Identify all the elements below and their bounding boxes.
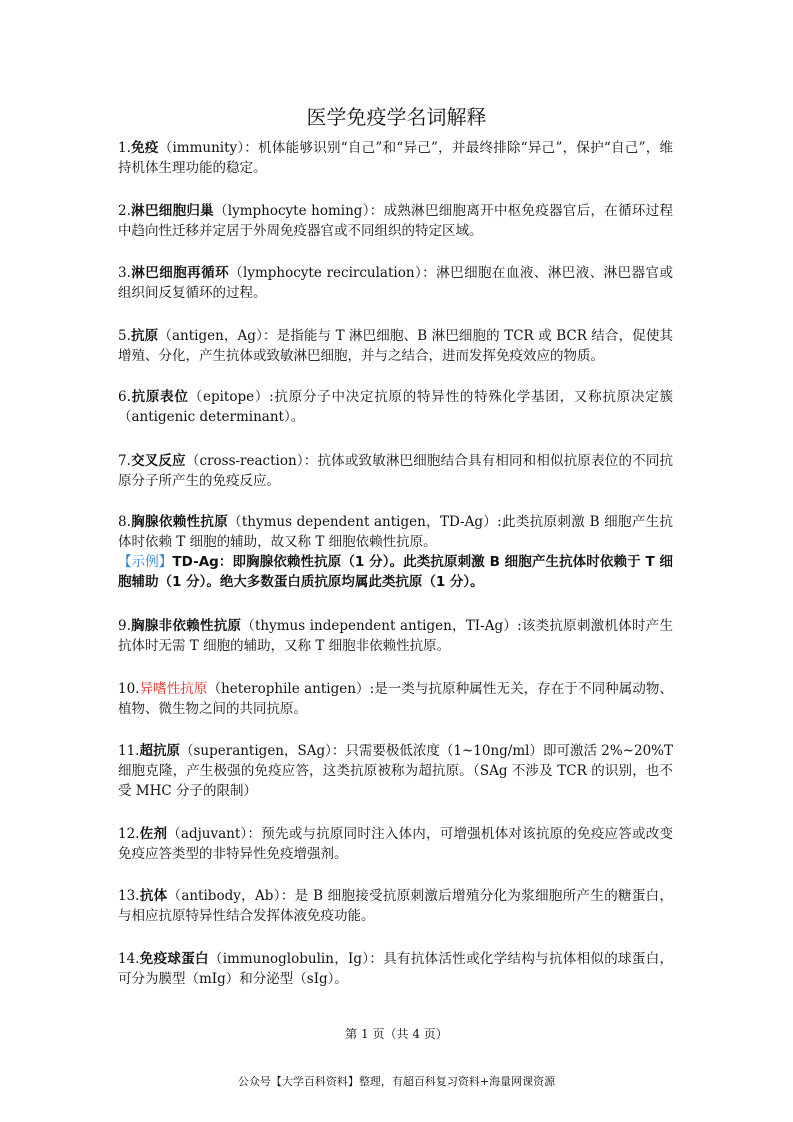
definition-item [118,451,673,491]
example-text: TD-Ag：即胸腺依赖性抗原（1 分）。此类抗原刺激 B 细胞产生抗体时依赖于 T 细胞辅助（1 分）。绝大多数蛋白质抗原均属此类抗原（1 分）。 [118,554,674,590]
item-term: 交叉反应 [130,453,186,469]
definition-item [118,679,673,719]
footer-note: 公众号【大学百科资料】整理，有超百科复习资料+海量网课资源 [237,1075,556,1088]
item-term: 佐剂 [139,826,168,842]
item-term: 免疫 [130,140,159,156]
item-number: 5. [118,328,131,344]
item-term: 抗体 [139,888,168,904]
item-term: 胸腺依赖性抗原 [130,514,229,530]
item-number: 6. [118,389,131,405]
item-text: （lymphocyte homing）：成熟淋巴细胞离开中枢免疫器官后，在循环过程中趋向性迁移并定居于外周免疫器官或不同组织的特定区域。 [118,203,673,239]
item-text: （antigen，Ag）：是指能与 T 淋巴细胞、B 淋巴细胞的 TCR 或 BCR 结合，促使其增殖、分化，产生抗体或致敏淋巴细胞，并与之结合，进而发挥免疫效应的物质。 [118,328,673,364]
definition-item [118,326,673,366]
item-term: 淋巴细胞再循环 [130,265,230,281]
item-term: 淋巴细胞归巢 [130,203,214,219]
item-term: 胸腺非依赖性抗原 [130,618,242,634]
definition-item [118,201,673,241]
item-term: 抗原表位 [130,389,189,405]
item-text: （superantigen，SAg）：只需要极低浓度（1~10ng/ml）即可激活 2%~20%T 细胞克隆，产生极强的免疫应答，这类抗原被称为超抗原。（SAg 不涉及 TCR 的识别，也不受 MHC 分子的限制） [118,743,674,799]
definition-item [118,886,673,926]
item-number: 12. [118,826,140,842]
item-number: 7. [118,453,131,469]
item-text: （lymphocyte recirculation）：淋巴细胞在血液、淋巴液、淋巴器官或组织间反复循环的过程。 [118,265,673,301]
item-term: 抗原 [130,328,159,344]
definition-item [118,616,673,656]
definition-item [118,263,673,303]
definition-item [118,824,673,864]
item-text: （heterophile antigen）:是一类与抗原种属性无关，存在于不同种属动物、植物、微生物之间的共同抗原。 [118,681,673,717]
definition-item [118,387,673,427]
document-title: 医学免疫学名词解释 [306,105,487,129]
definition-item [118,741,673,801]
item-text: （thymus independent antigen，TI-Ag）:该类抗原刺激机体时产生抗体时无需 T 细胞的辅助，又称 T 细胞非依赖性抗原。 [118,618,673,654]
example-tag: 【示例】 [118,554,173,570]
item-text: （thymus dependent antigen，TD-Ag）:此类抗原刺激 B 细胞产生抗体时依赖 T 细胞的辅助，故又称 T 细胞依赖性抗原。 [118,514,674,550]
item-number: 9. [118,618,131,634]
item-text: （immunity）：机体能够识别“自己”和“异己”，并最终排除“异己”，保护“自己”，维持机体生理功能的稳定。 [118,140,673,176]
item-number: 3. [118,265,131,281]
example-block [118,554,673,590]
item-number: 10. [118,681,140,697]
page-number: 第 1 页（共 4 页） [345,1027,448,1041]
item-term: 超抗原 [139,743,180,759]
item-number: 8. [118,514,131,530]
item-number: 14. [118,951,140,967]
item-text: （adjuvant）：预先或与抗原同时注入体内，可增强机体对该抗原的免疫应答或改变免疫应答类型的非特异性免疫增强剂。 [118,826,673,862]
definition-item [118,138,673,178]
item-text: （epitope）:抗原分子中决定抗原的特异性的特殊化学基团，又称抗原决定簇（antigenic determinant）。 [118,389,673,425]
item-number: 11. [118,743,140,759]
item-number: 2. [118,203,131,219]
item-text: （antibody，Ab）：是 B 细胞接受抗原刺激后增殖分化为浆细胞所产生的糖蛋白，与相应抗原特异性结合发挥体液免疫功能。 [118,888,674,924]
item-text: （cross-reaction）：抗体或致敏淋巴细胞结合具有相同和相似抗原表位的不同抗原分子所产生的免疫反应。 [118,453,674,489]
definition-item [118,949,673,989]
item-term-highlighted: 异嗜性抗原 [139,681,208,697]
definition-item [118,512,673,592]
item-number: 1. [118,140,131,156]
item-term: 免疫球蛋白 [139,951,209,967]
item-number: 13. [118,888,140,904]
item-text: （immunoglobulin，Ig）：具有抗体活性或化学结构与抗体相似的球蛋白，可分为膜型（mIg）和分泌型（sIg）。 [118,951,674,987]
